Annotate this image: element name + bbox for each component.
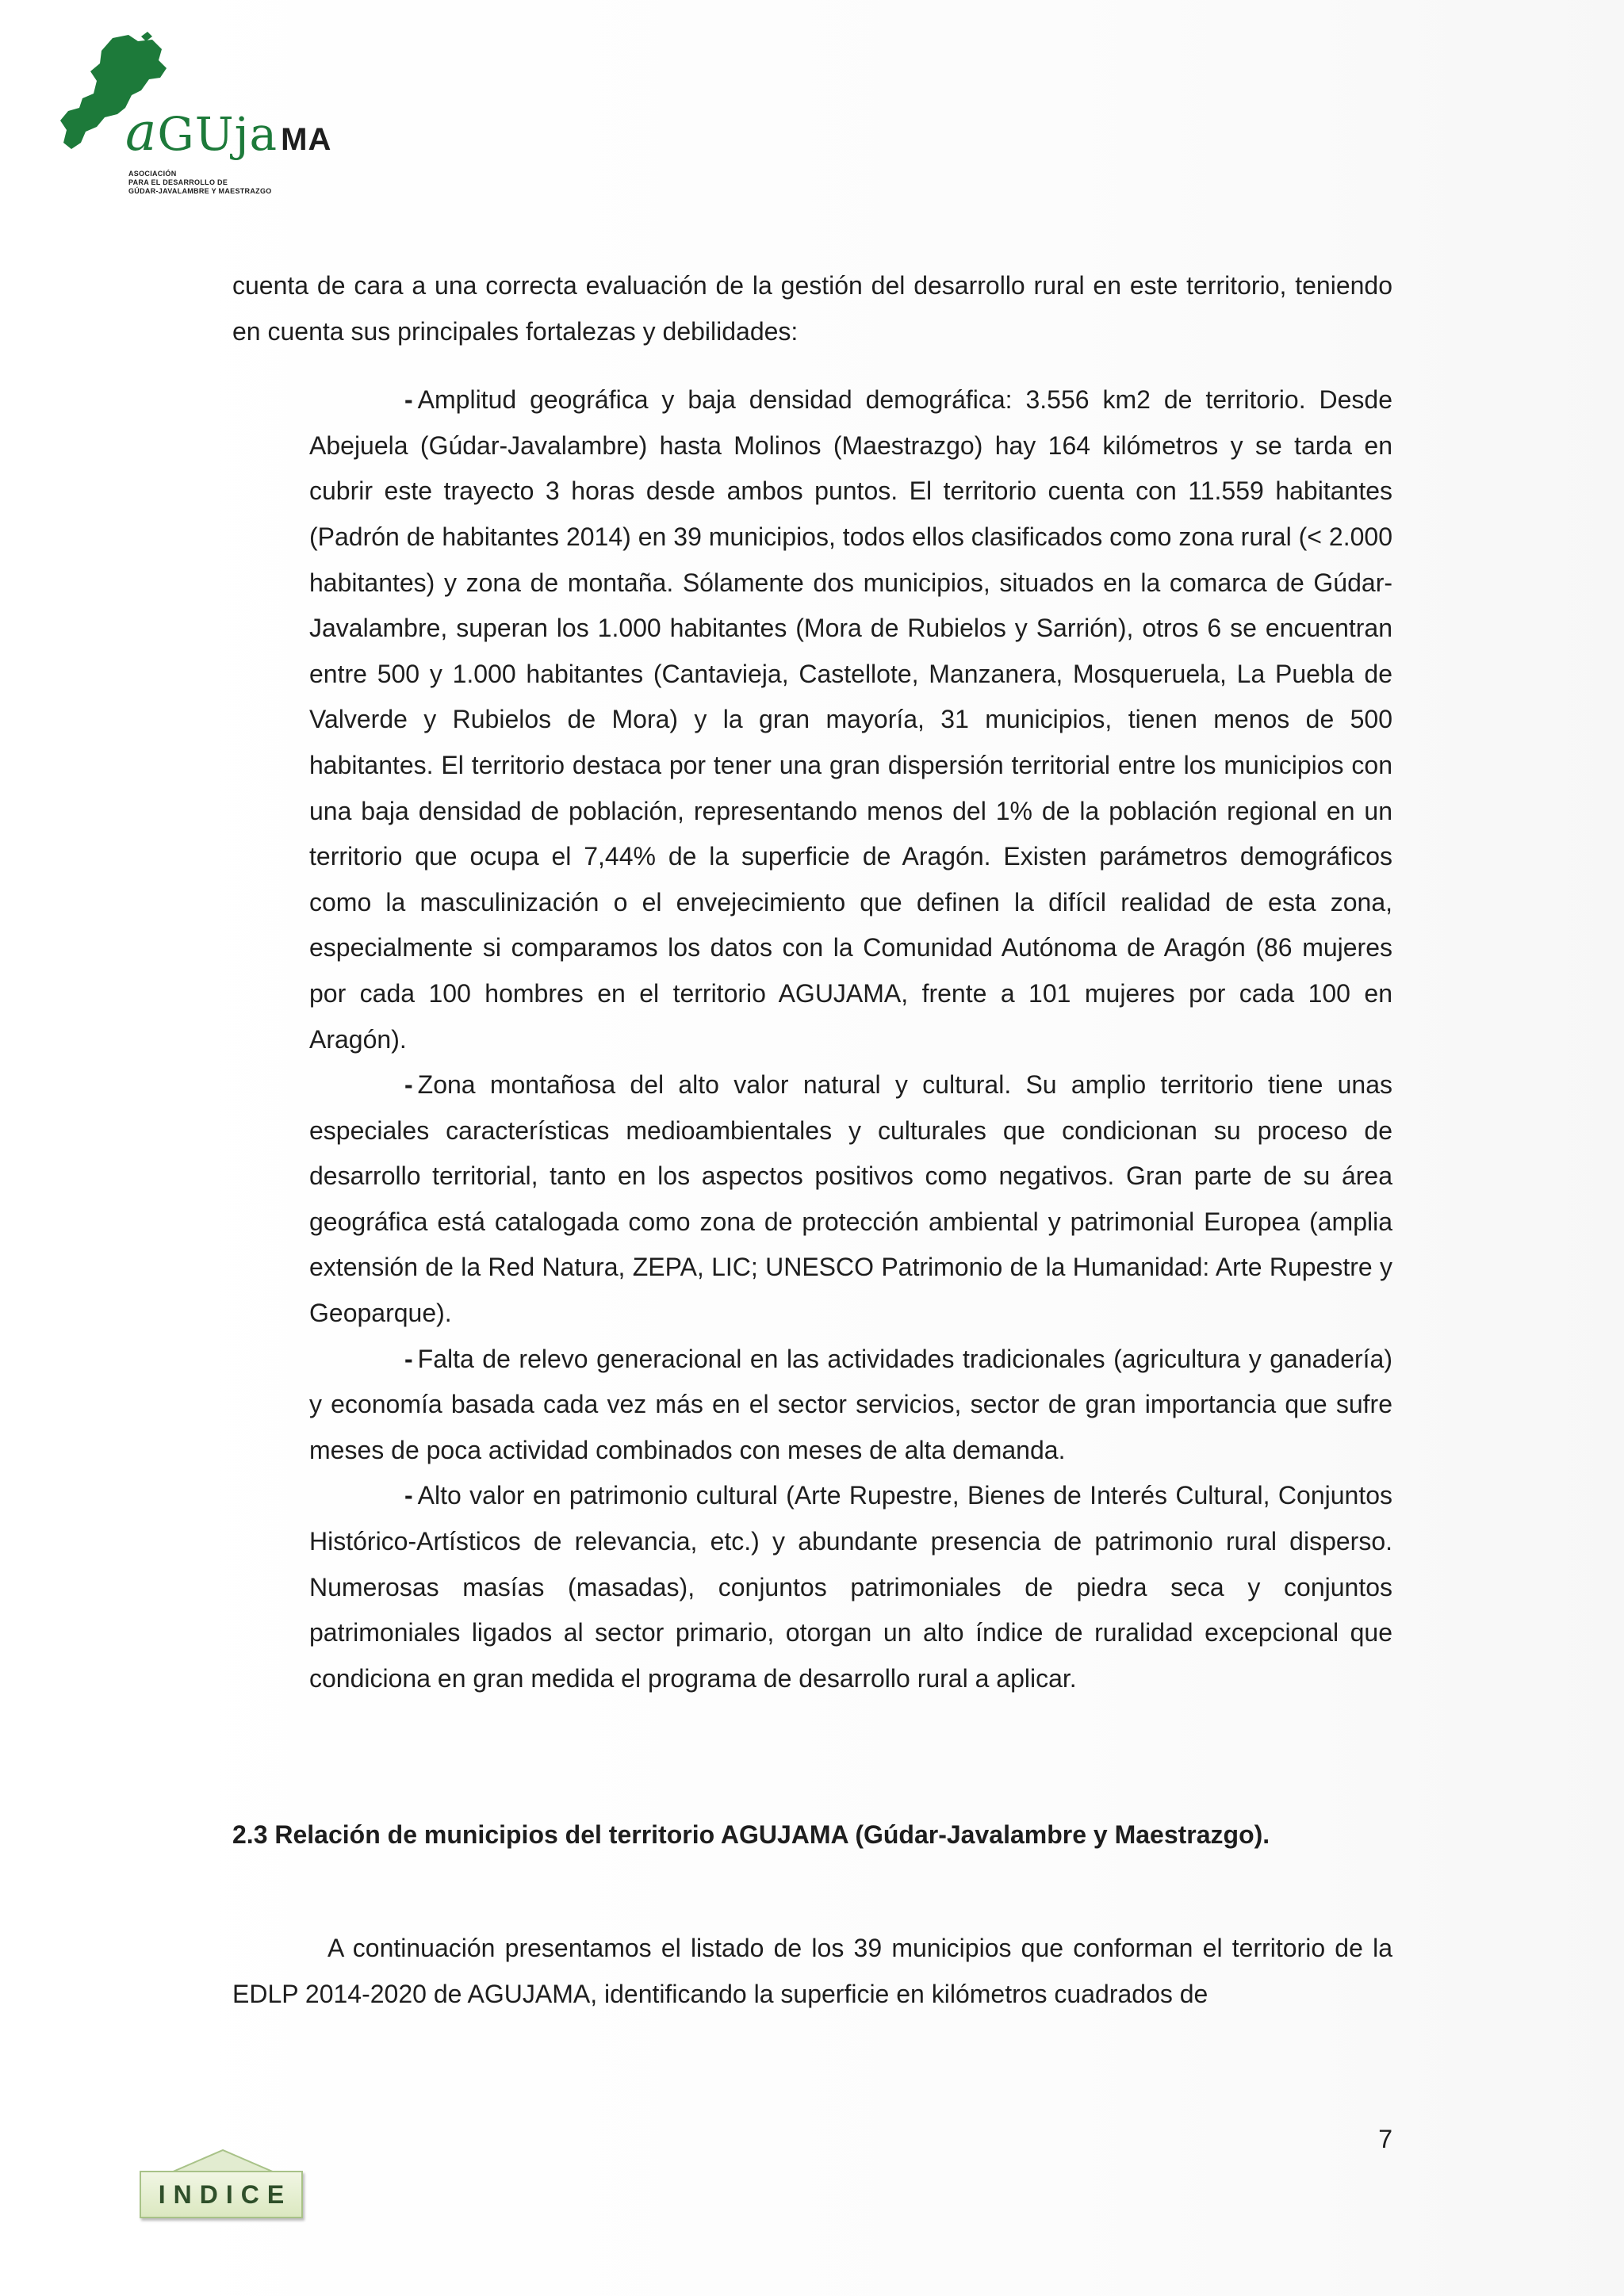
up-arrow-icon bbox=[140, 2149, 306, 2172]
strengths-weaknesses-list bbox=[309, 377, 1392, 1701]
list-item: - Zona montañosa del alto valor natural y cultural. Su amplio territorio tiene unas especiales características medioambientales y culturales que condicionan su proceso de desarrollo territorial, tanto en los aspectos positivos como negativos. Gran parte de su área geográfica está catalogada como zona de protección ambiental y patrimonial Europea (amplia extensión de la Red Natura, ZEPA, LIC; UNESCO Patrimonio de la Humanidad: Arte Rupestre y Geoparque). bbox=[309, 1070, 1392, 1328]
list-item: - Alto valor en patrimonio cultural (Arte Rupestre, Bienes de Interés Cultural, Conjuntos Histórico-Artísticos de relevancia, etc.) y abundante presencia de patrimonio rural disperso. Numerosas masías (masadas), conjuntos patrimoniales de piedra seca y conjuntos patrimoniales ligados al sector primario, otorgan un alto índice de ruralidad excepcional que condiciona en gran medida el programa de desarrollo rural a aplicar. bbox=[309, 1481, 1392, 1693]
list-item: - Amplitud geográfica y baja densidad demográfica: 3.556 km2 de territorio. Desde Abejuela (Gúdar-Javalambre) hasta Molinos (Maestrazgo) hay 164 kilómetros y se tarda en cubrir este trayecto 3 horas desde ambos puntos. El territorio cuenta con 11.559 habitantes (Padrón de habitantes 2014) en 39 municipios, todos ellos clasificados como zona rural (< 2.000 habitantes) y zona de montaña. Sólamente dos municipios, situados en la comarca de Gúdar-Javalambre, superan los 1.000 habitantes (Mora de Rubielos y Sarrión), otros 6 se encuentran entre 500 y 1.000 habitantes (Cantavieja, Castellote, Manzanera, Mosqueruela, La Puebla de Valverde y Rubielos de Mora) y la gran mayoría, 31 municipios, tienen menos de 500 habitantes. El territorio destaca por tener una gran dispersión territorial entre los municipios con una baja densidad de población, representando menos del 1% de la población regional en un territorio que ocupa el 7,44% de la superficie de Aragón. Existen parámetros demográficos como la masculinización o el envejecimiento que definen la difícil realidad de esta zona, especialmente si comparamos los datos con la Comunidad Autónoma de Aragón (86 mujeres por cada 100 hombres en el territorio AGUJAMA, frente a 101 mujeres por cada 100 en Aragón). bbox=[309, 385, 1392, 1054]
index-button[interactable] bbox=[140, 2149, 306, 2221]
list-item: - Falta de relevo generacional en las actividades tradicionales (agricultura y ganadería) y economía basada cada vez más en el sector servicios, sector de gran importancia que sufre meses de poca actividad combinados con meses de alta demanda. bbox=[309, 1344, 1392, 1464]
intro-paragraph: cuenta de cara a una correcta evaluación de la gestión del desarrollo rural en este territorio, teniendo en cuenta sus principales fortalezas y debilidades: bbox=[232, 271, 1392, 346]
page-number: 7 bbox=[1378, 2125, 1392, 2153]
section-heading: 2.3 Relación de municipios del territorio AGUJAMA (Gúdar-Javalambre y Maestrazgo). bbox=[232, 1820, 1270, 1850]
logo-subtitle: ASOCIACIÓN PARA EL DESARROLLO DE GÚDAR-JAVALAMBRE Y MAESTRAZGO bbox=[128, 170, 272, 195]
agujama-logo bbox=[56, 32, 332, 195]
closing-paragraph: A continuación presentamos el listado de los 39 municipios que conforman el territorio de la EDLP 2014-2020 de AGUJAMA, identificando la superficie en kilómetros cuadrados de bbox=[232, 1934, 1392, 2008]
document-body bbox=[232, 263, 1392, 2017]
logo-wordmark: aGUja MA bbox=[125, 101, 332, 163]
index-button-label: INDICE bbox=[140, 2171, 303, 2218]
